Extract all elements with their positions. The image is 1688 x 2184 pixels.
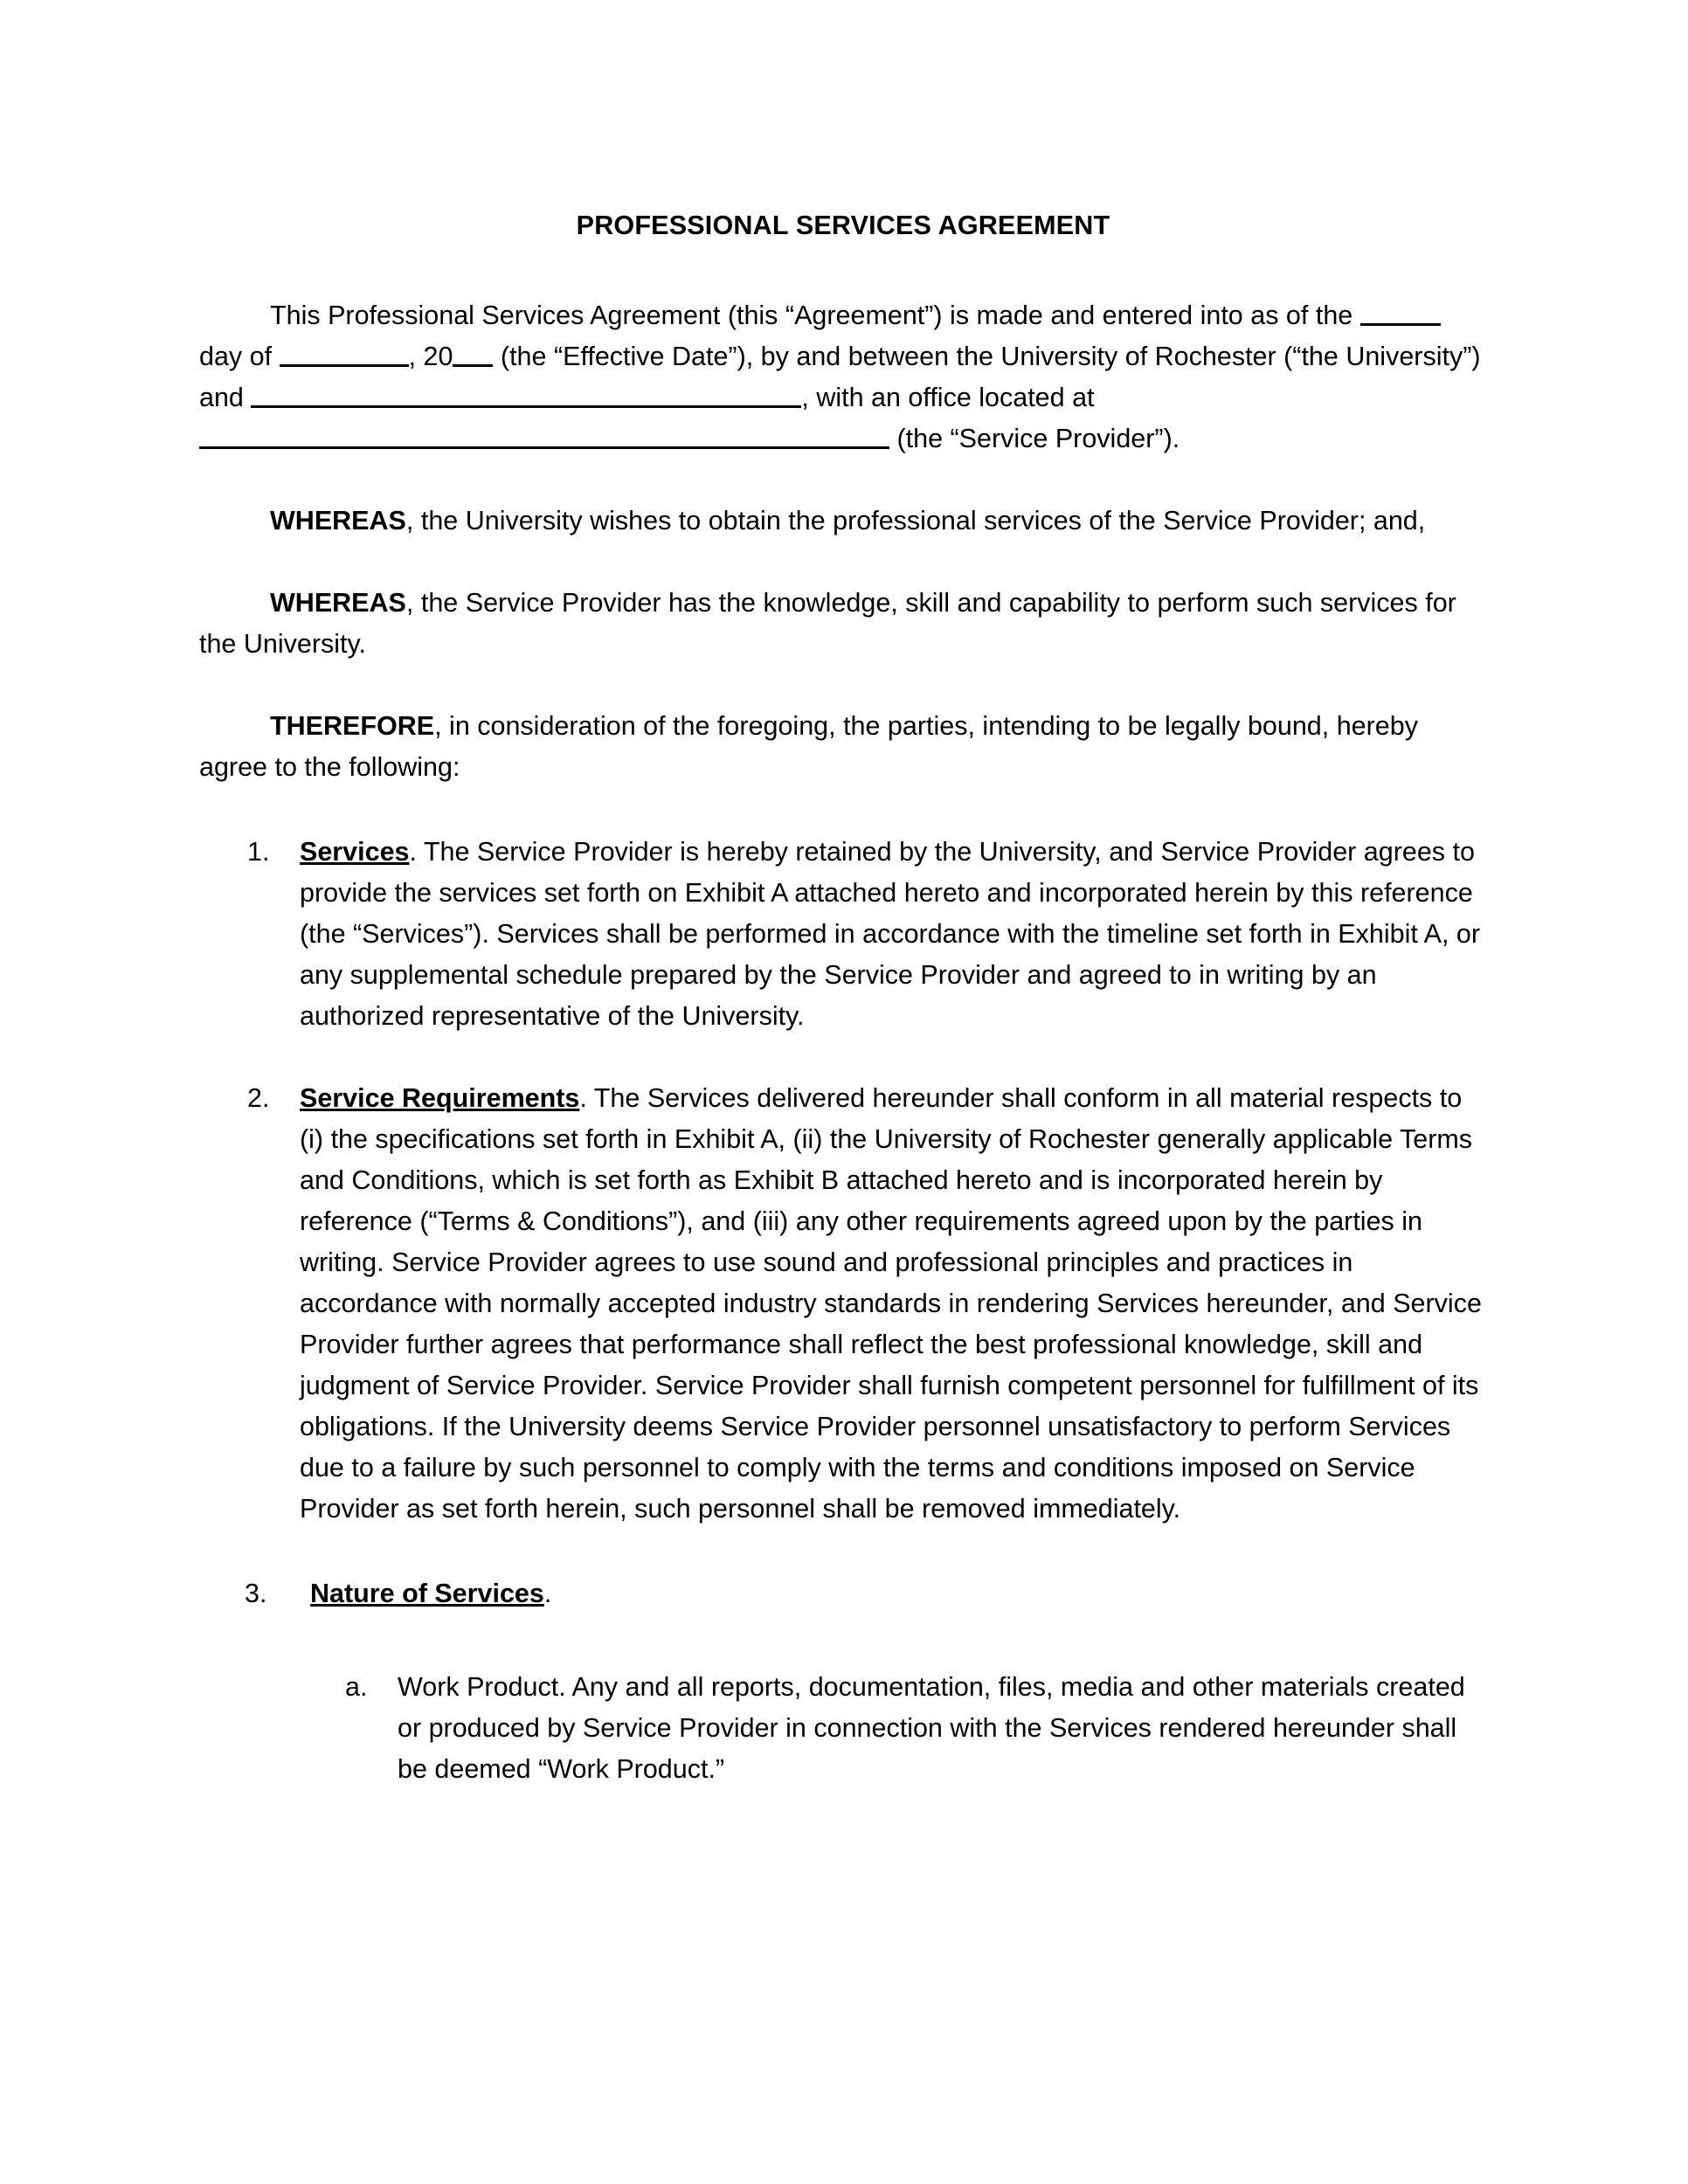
preamble-text-2: day of (199, 342, 280, 371)
spacer (199, 788, 1487, 832)
clause-body-1 (300, 832, 1487, 1037)
subclause-list (199, 1667, 1487, 1790)
page-title: PROFESSIONAL SERVICES AGREEMENT (576, 211, 1110, 240)
clause-heading-3: Nature of Services (310, 1579, 544, 1608)
spacer (199, 665, 1487, 706)
blank-year-field[interactable] (453, 339, 493, 367)
clause-text-1: . The Service Provider is hereby retained by the University, and Service Provider agrees to provide the services set forth on Exhibit A attached hereto and incorporated herein by this reference (the “Services”). Services shall be performed in accordance with the timeline set forth in Exhibit A, or any supplemental schedule prepared by the Service Provider and agreed to in writing by an authorized representative of the University. (300, 837, 1481, 1031)
document-content (199, 0, 1487, 1790)
recital-text-1: , the University wishes to obtain the professional services of the Service Provider; and, (405, 506, 1426, 536)
recital-therefore (199, 706, 1487, 788)
preamble-text-1: This Professional Services Agreement (this “Agreement”) is made and entered into as of the (270, 301, 1360, 330)
blank-month-field[interactable] (280, 339, 409, 367)
spacer (199, 460, 1487, 501)
preamble-paragraph (199, 295, 1487, 460)
clause-item-services (199, 832, 1487, 1037)
spacer (199, 243, 1487, 295)
recital-lead-2: WHEREAS (270, 588, 406, 618)
clause-body-3 (310, 1573, 1487, 1614)
clause-text-2: . The Services delivered hereunder shall conform in all material respects to (i) the specifications set forth in Exhibit A, (ii) the University of Rochester generally applicable Terms and Conditions, which is set forth as Exhibit B attached hereto and is incorporated herein by reference (“Terms & Conditions”), and (iii) any other requirements agreed upon by the parties in writing. Service Provider agrees to use sound and professional principles and practices in accordance with normally accepted industry standards in rendering Services hereunder, and Service Provider further agrees that performance shall reflect the best professional knowledge, skill and judgment of Service Provider. Service Provider shall furnish competent personnel for fulfillment of its obligations. If the University deems Service Provider personnel unsatisfactory to perform Services due to a failure by such personnel to comply with the terms and conditions imposed on Service Provider as set forth herein, such personnel shall be removed immediately. (300, 1083, 1482, 1524)
blank-provider-address-field[interactable] (199, 421, 889, 449)
clause-item-nature-of-services (199, 1573, 1487, 1614)
clause-heading-1: Services (300, 837, 410, 867)
spacer (199, 542, 1487, 583)
recital-whereas-1 (199, 501, 1487, 542)
spacer (199, 1614, 1487, 1667)
preamble-text-5: , with an office located at (801, 383, 1095, 412)
clause-number-1: 1. (247, 837, 270, 867)
subclause-number-a: a. (345, 1672, 368, 1702)
preamble-text-4: (the “Effective Date”), by and between the University of Rochester (“the University”) and (199, 342, 1481, 412)
clause-number-3: 3. (245, 1579, 267, 1608)
blank-day-field[interactable] (1360, 298, 1441, 326)
recital-text-2: , the Service Provider has the knowledge, skill and capability to perform such services for the University. (199, 588, 1456, 659)
preamble-text-3: , 20 (408, 342, 453, 371)
clause-number-2: 2. (247, 1083, 270, 1113)
recital-text-3: , in consideration of the foregoing, the parties, intending to be legally bound, hereby agree to the following: (199, 711, 1418, 782)
recital-lead-1: WHEREAS (270, 506, 406, 536)
blank-provider-name-field[interactable] (251, 380, 801, 408)
recital-whereas-2 (199, 583, 1487, 665)
clause-item-service-requirements (199, 1078, 1487, 1530)
subclause-text-a: Work Product. Any and all reports, documentation, files, media and other materials created or produced by Service Provider in connection with the Services rendered hereunder shall be deemed “Work Product.” (398, 1672, 1465, 1784)
preamble-text-6: (the “Service Provider”). (889, 424, 1180, 453)
clause-heading-2: Service Requirements (300, 1083, 580, 1113)
subclause-item-work-product (199, 1667, 1487, 1790)
clause-list (199, 832, 1487, 1614)
clause-body-2 (300, 1078, 1487, 1530)
clause-text-3: . (543, 1579, 552, 1608)
recital-lead-3: THEREFORE (270, 711, 435, 741)
